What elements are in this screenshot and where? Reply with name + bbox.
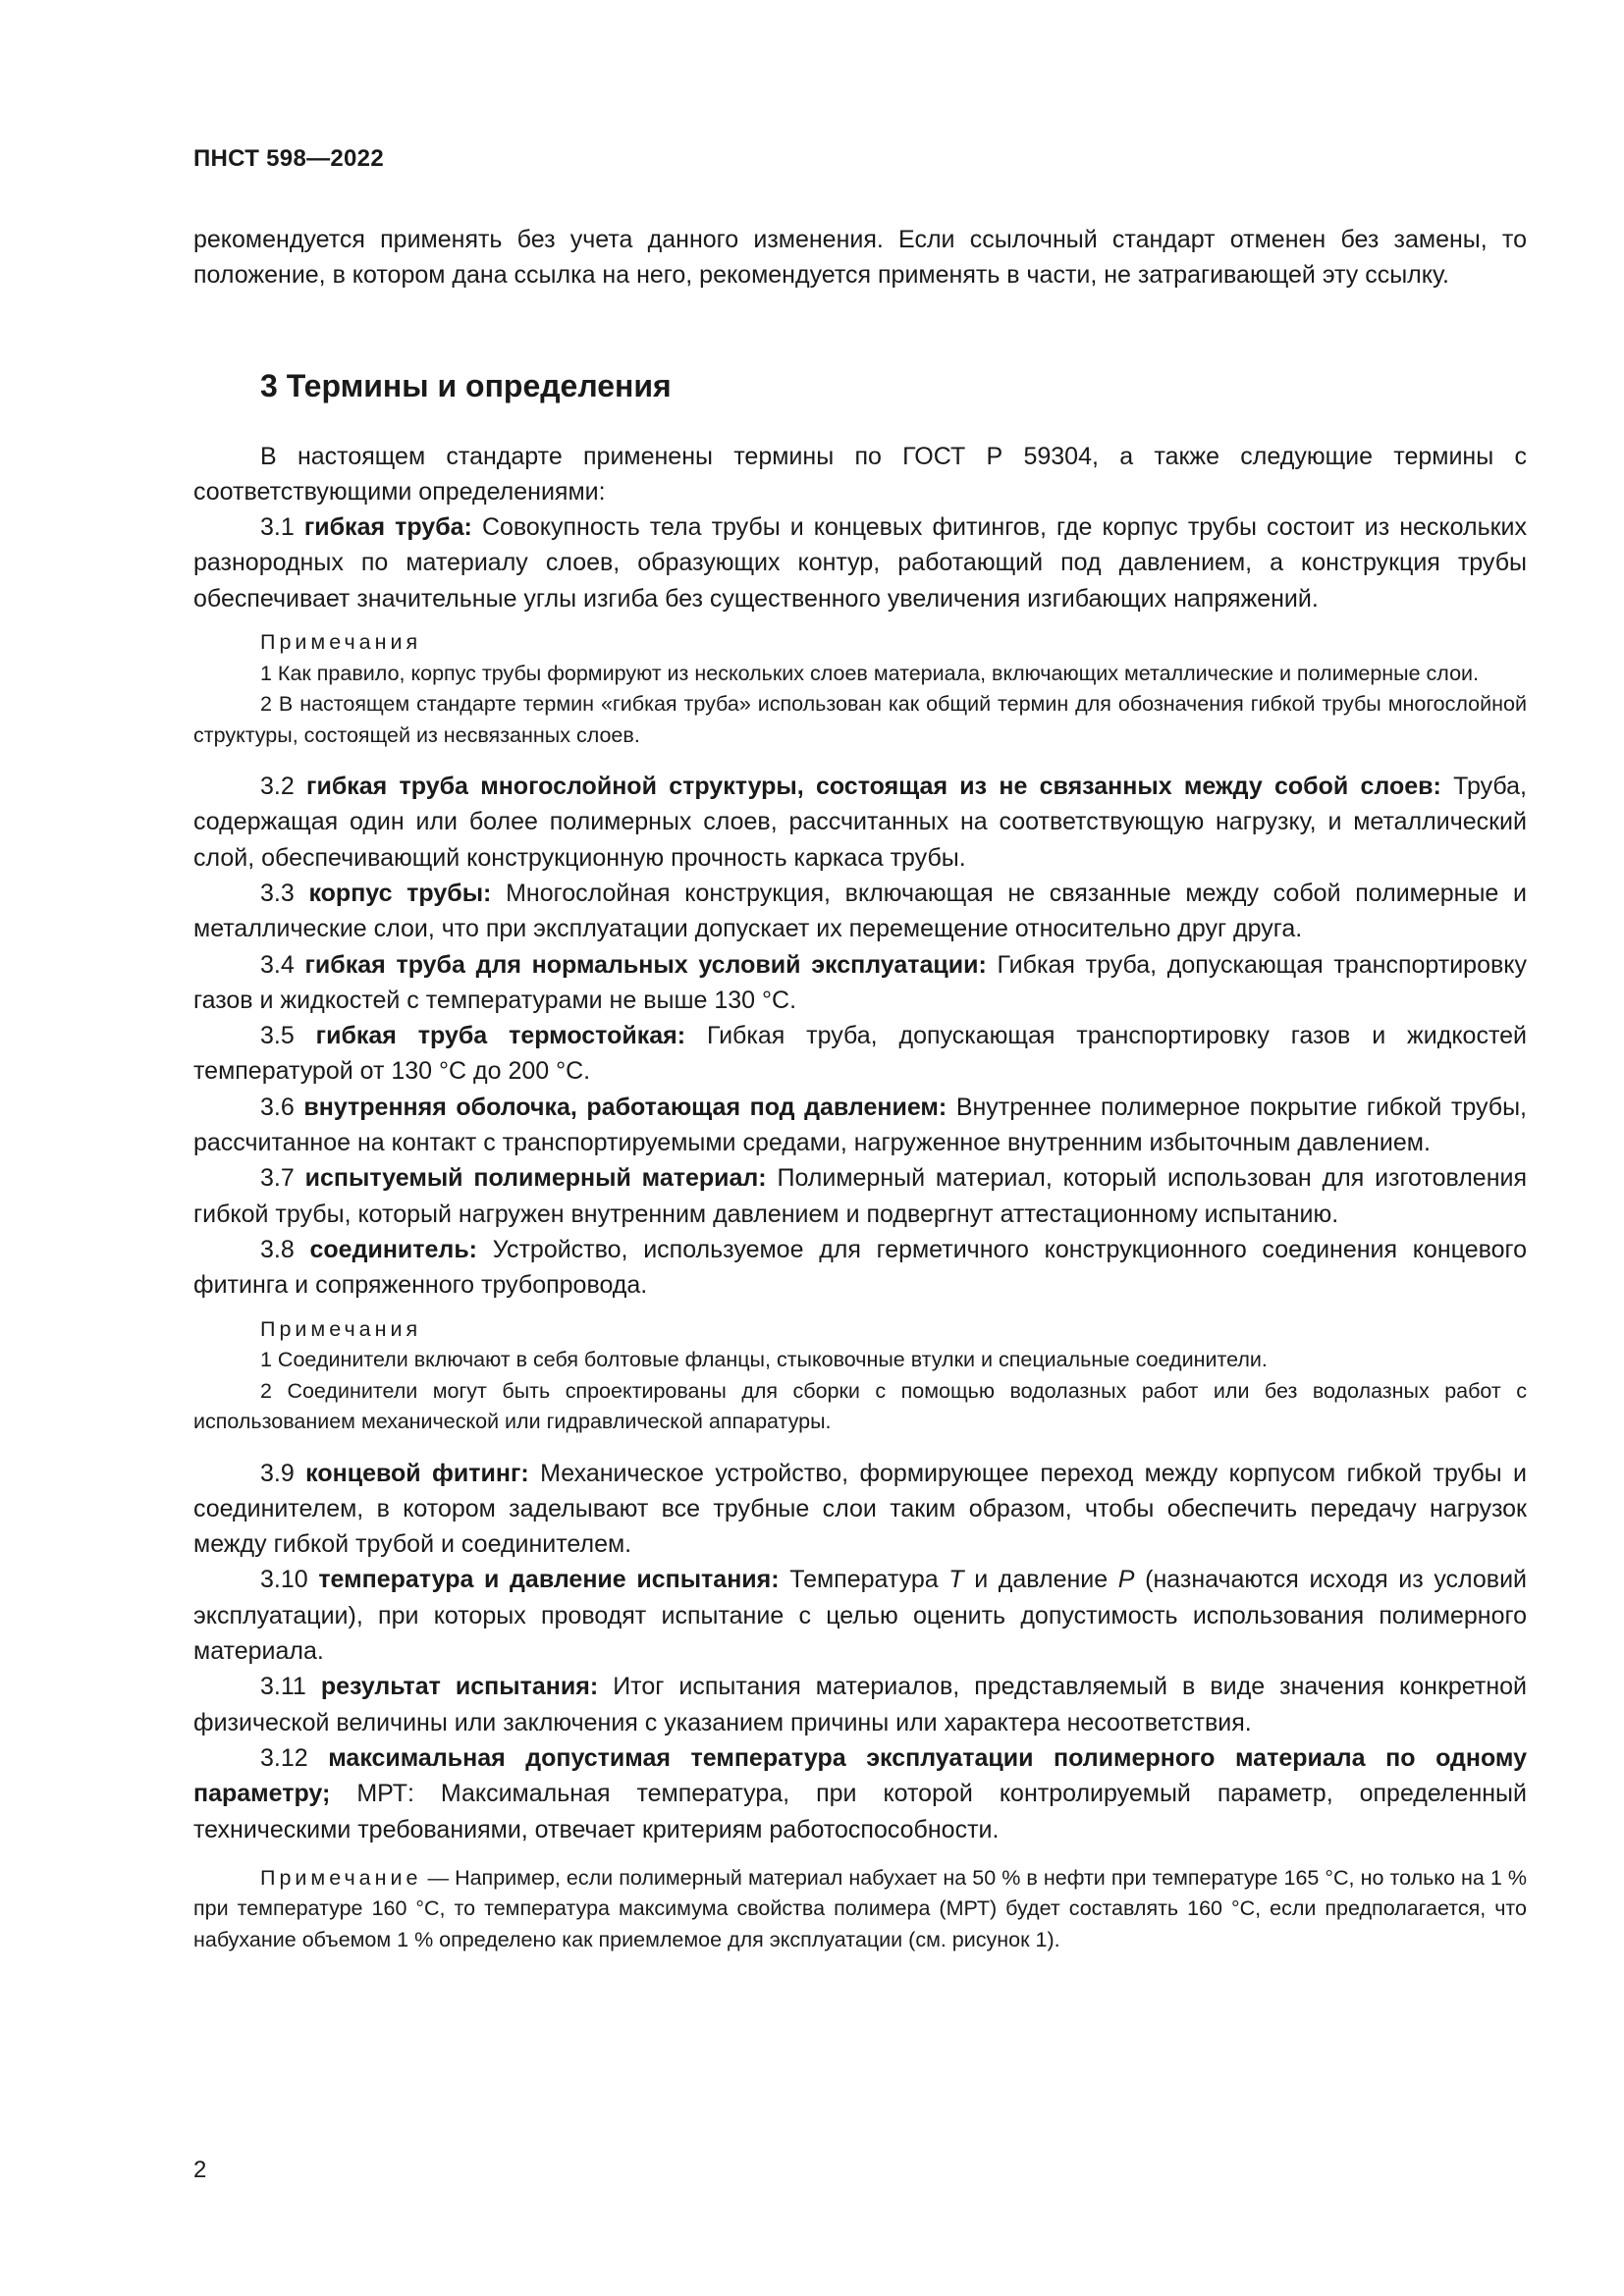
term-name: гибкая труба термостойкая: bbox=[315, 1022, 686, 1050]
term-definition: Полимерный материал, который использован для изготовления гибкой трубы, который нагружен внутренним давлением и подвергнут аттестационному испытанию. bbox=[193, 1164, 1527, 1228]
term-3-9 bbox=[193, 1456, 1527, 1563]
term-definition: Труба, содержащая один или более полимерных слоев, рассчитанных на соответствующую нагрузку, и металлический слой, обеспечивающий конструкционную прочность каркаса трубы. bbox=[193, 773, 1527, 872]
term-name: внутренняя оболочка, работающая под давлением: bbox=[303, 1093, 947, 1121]
term-definition: Механическое устройство, формирующее переход между корпусом гибкой трубы и соединителем, в котором заделывают все трубные слои таким образом, чтобы обеспечить передачу нагрузок между гибкой трубой и соединителем. bbox=[193, 1459, 1527, 1559]
page-number: 2 bbox=[193, 2157, 207, 2183]
term-number: 3.12 bbox=[260, 1743, 308, 1772]
term-3-4 bbox=[193, 947, 1527, 1019]
term-definition: и давление bbox=[963, 1566, 1118, 1594]
note-line: 2 Соединители могут быть спроектированы для сборки с помощью водолазных работ или без водолазных работ с использованием механической или гидравлической аппаратуры. bbox=[193, 1378, 1527, 1434]
term-number: 3.5 bbox=[260, 1022, 295, 1050]
document-body bbox=[193, 222, 1527, 1973]
section-title: 3 Термины и определения bbox=[260, 367, 672, 403]
term-definition: МРТ: Максимальная температура, при которой контролируемый параметр, определенный техническими требованиями, отвечает критериям работоспособности. bbox=[193, 1780, 1527, 1843]
term-3-5 bbox=[193, 1018, 1527, 1090]
term-number: 3.4 bbox=[260, 950, 295, 979]
note-line: 2 В настоящем стандарте термин «гибкая труба» использован как общий термин для обозначения гибкой трубы многослойной структуры, состоящей из несвязанных слоев. bbox=[193, 692, 1527, 747]
term-definition: Многослойная конструкция, включающая не связанные между собой полимерные и металлические слои, что при эксплуатации допускает их перемещение относительно друг друга. bbox=[193, 879, 1527, 943]
term-definition: Гибкая труба, допускающая транспортировку газов и жидкостей температурой от 130 °С до 200 °С. bbox=[193, 1022, 1527, 1086]
term-number: 3.11 bbox=[260, 1673, 306, 1701]
term-3-3 bbox=[193, 876, 1527, 947]
intro-paragraph: рекомендуется применять без учета данного изменения. Если ссылочный стандарт отменен без замены, то положение, в котором дана ссылка на него, рекомендуется применять в части, не затрагивающей эту ссылку. bbox=[193, 226, 1527, 290]
term-3-8 bbox=[193, 1232, 1527, 1304]
section-lead: В настоящем стандарте применены термины по ГОСТ Р 59304, а также следующие термины с соответствующими определениями: bbox=[193, 442, 1527, 506]
term-number: 3.9 bbox=[260, 1459, 295, 1487]
term-number: 3.10 bbox=[260, 1566, 308, 1594]
term-name: максимальная допустимая температура эксплуатации полимерного материала по одному параметру; bbox=[193, 1743, 1527, 1808]
term-3-11 bbox=[193, 1669, 1527, 1740]
term-name: гибкая труба для нормальных условий эксплуатации: bbox=[304, 950, 987, 979]
term-definition: Внутреннее полимерное покрытие гибкой трубы, рассчитанное на контакт с транспортируемыми средами, нагруженное внутренним избыточным давлением. bbox=[193, 1093, 1527, 1157]
term-3-2 bbox=[193, 769, 1527, 876]
notes-heading: Примечания bbox=[260, 630, 422, 655]
term-name: гибкая труба многослойной структуры, состоящая из не связанных между собой слоев: bbox=[306, 773, 1441, 801]
note-text: — Например, если полимерный материал набухает на 50 % в нефти при температуре 165 °С, но только на 1 % при температуре 160 °С, то температура максимума свойства полимера (МРТ) будет составлять 160 °С, если предполагается, что набухание объемом 1 % определено как приемлемое для эксплуатации (см. рисунок 1). bbox=[193, 1865, 1527, 1951]
note-heading: Примечание bbox=[260, 1865, 422, 1890]
note-line: 1 Как правило, корпус трубы формируют из нескольких слоев материала, включающих металлические и полимерные слои. bbox=[260, 661, 1480, 685]
term-3-12 bbox=[193, 1740, 1527, 1847]
term-definition: Совокупность тела трубы и концевых фитингов, где корпус трубы состоит из нескольких разнородных по материалу слоев, образующих контур, работающий под давлением, а конструкция трубы обеспечивает значительные углы изгиба без существенного увеличения изгибающих напряжений. bbox=[193, 513, 1528, 613]
document-header: ПНСТ 598—2022 bbox=[193, 145, 384, 172]
term-number: 3.1 bbox=[260, 513, 295, 542]
term-name: корпус трубы: bbox=[308, 879, 492, 907]
term-definition: Итог испытания материалов, представляемый в виде значения конкретной физической величины или заключения с указанием причины или характера несоответствия. bbox=[193, 1673, 1528, 1736]
term-3-7 bbox=[193, 1160, 1527, 1232]
term-name: концевой фитинг: bbox=[305, 1459, 529, 1487]
variable-t: T bbox=[948, 1566, 964, 1594]
notes-heading: Примечания bbox=[260, 1316, 422, 1341]
term-name: температура и давление испытания: bbox=[318, 1566, 780, 1594]
term-name: соединитель: bbox=[309, 1235, 478, 1263]
term-number: 3.7 bbox=[260, 1164, 295, 1193]
term-3-1 bbox=[193, 509, 1527, 616]
note-line bbox=[193, 1863, 1527, 1956]
note-line: 1 Соединители включают в себя болтовые фланцы, стыковочные втулки и специальные соединители. bbox=[260, 1348, 1268, 1372]
term-number: 3.3 bbox=[260, 879, 295, 907]
term-3-6 bbox=[193, 1090, 1527, 1161]
term-number: 3.2 bbox=[260, 773, 295, 801]
term-name: результат испытания: bbox=[320, 1673, 599, 1701]
term-number: 3.6 bbox=[260, 1093, 295, 1121]
term-definition: Температура bbox=[789, 1566, 949, 1594]
term-definition: Гибкая труба, допускающая транспортировку газов и жидкостей с температурами не выше 130 °С. bbox=[193, 950, 1527, 1014]
term-definition: (назначаются исходя из условий эксплуатации), при которых проводят испытание с целью оценить допустимость использования полимерного материала. bbox=[193, 1566, 1528, 1666]
note-block-3 bbox=[193, 1863, 1527, 1956]
term-3-10 bbox=[193, 1562, 1527, 1669]
term-number: 3.8 bbox=[260, 1235, 295, 1263]
term-name: испытуемый полимерный материал: bbox=[304, 1164, 767, 1193]
variable-p: P bbox=[1117, 1566, 1135, 1594]
term-name: гибкая труба: bbox=[303, 513, 472, 542]
notes-block-2 bbox=[193, 1314, 1527, 1438]
notes-block-1 bbox=[193, 627, 1527, 751]
term-definition: Устройство, используемое для герметичного конструкционного соединения концевого фитинга и сопряженного трубопровода. bbox=[193, 1235, 1528, 1300]
